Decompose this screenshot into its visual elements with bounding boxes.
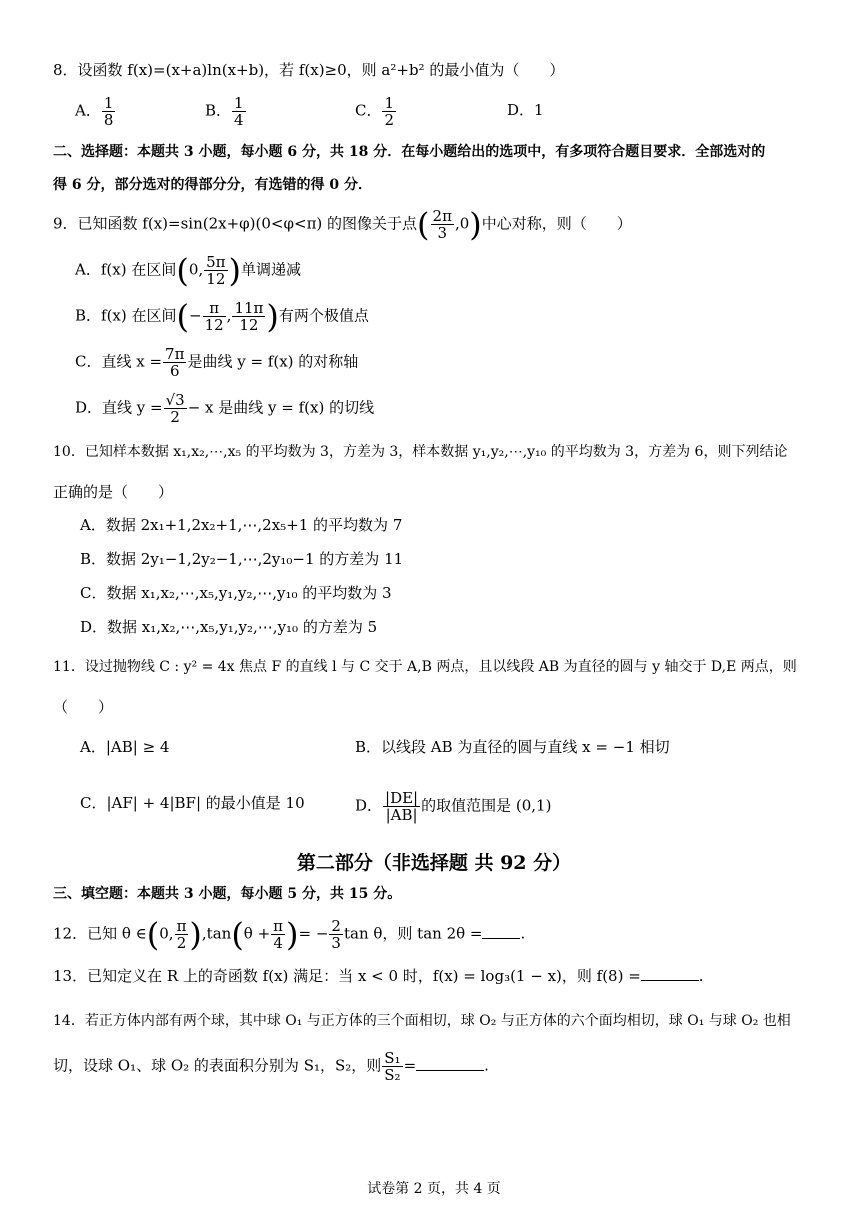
q11-stem-line2: （ ） xyxy=(53,698,114,716)
q11-option-c: C．|AF| + 4|BF| 的最小值是 10 xyxy=(80,794,305,812)
q10-option-c: C．数据 x₁,x₂,⋯,x₅,y₁,y₂,⋯,y₁₀ 的平均数为 3 xyxy=(80,584,392,602)
q8-option-a: A． $\frac{1}{8}$ xyxy=(75,94,114,129)
page-footer: 试卷第 2 页，共 4 页 xyxy=(367,1181,501,1197)
q8-option-b: B． $\frac{1}{4}$ xyxy=(205,94,244,129)
q11-option-d: D． $\frac{|DE|}{|AB|}$ 的取值范围是 (0,1) xyxy=(355,789,552,824)
answer-blank xyxy=(641,980,699,981)
q9-option-a: A．f(x) 在区间(0, $\frac{5\pi}{12}$ )单调递减 xyxy=(75,251,302,290)
q9-option-b: B．f(x) 在区间(− $\frac{\pi}{12}$ , $\frac{11\pi}{12}$ )有两个极值点 xyxy=(75,297,369,336)
q11-stem-line1: 11．设过抛物线 C : y² = 4x 焦点 F 的直线 l 与 C 交于 A,B 两点，且以线段 AB 为直径的圆与 y 轴交于 D,E 两点，则 xyxy=(53,659,797,675)
q14-line2: 切，设球 O₁、球 O₂ 的表面积分别为 S₁，S₂，则 $\frac{\text{S₁}}{\text{S₂}}$ = . xyxy=(53,1049,489,1084)
answer-blank xyxy=(482,938,520,939)
q11-option-b: B．以线段 AB 为直径的圆与直线 x = −1 相切 xyxy=(355,738,670,756)
q8-option-d: D．1 xyxy=(507,101,544,119)
section2-line1: 二、选择题：本题共 3 小题，每小题 6 分，共 18 分．在每小题给出的选项中，有多项符合题目要求．全部选对的 xyxy=(53,144,766,160)
q12: 12．已知 θ ∈(0, $\frac{\pi}{2}$ ),tan(θ + $\frac{\pi}{4}$ )= − $\frac{2}{3}$ tan θ，则 tan 2θ = . xyxy=(53,915,526,954)
q8-option-c: C． $\frac{1}{2}$ xyxy=(355,94,395,129)
q9-option-d: D．直线 y = $\frac{√3}{2}$ − x 是曲线 y = f(x) 的切线 xyxy=(75,391,375,426)
q9-option-c: C．直线 x = $\frac{7\pi}{6}$ 是曲线 y = f(x) 的对称轴 xyxy=(75,345,359,380)
q10-option-d: D．数据 x₁,x₂,⋯,x₅,y₁,y₂,⋯,y₁₀ 的方差为 5 xyxy=(80,618,378,636)
fraction: $\frac{1}{8}$ xyxy=(103,94,114,129)
q11-option-a: A．|AB| ≥ 4 xyxy=(80,738,170,756)
q10-stem-line1: 10．已知样本数据 x₁,x₂,⋯,x₅ 的平均数为 3，方差为 3，样本数据 y₁,y₂,⋯,y₁₀ 的平均数为 3，方差为 6，则下列结论 xyxy=(53,444,788,460)
q9-stem: 9．已知函数 f(x)=sin(2x+φ)(0<φ<π) 的图像关于点( $\frac{2\pi}{3}$ ,0)中心对称，则（ ） xyxy=(53,205,632,244)
fraction: $\frac{1}{2}$ xyxy=(384,94,395,129)
q8-stem: 8．设函数 f(x)=(x+a)ln(x+b)，若 f(x)≥0，则 a²+b² 的最小值为（ ） xyxy=(53,61,565,79)
section3-heading: 三、填空题：本题共 3 小题，每小题 5 分，共 15 分。 xyxy=(53,886,402,902)
answer-blank xyxy=(416,1070,484,1071)
q10-stem-line2: 正确的是（ ） xyxy=(53,483,174,501)
q10-option-b: B．数据 2y₁−1,2y₂−1,⋯,2y₁₀−1 的方差为 11 xyxy=(80,550,404,568)
section2-line2: 得 6 分，部分选对的得部分分，有选错的得 0 分． xyxy=(53,177,372,193)
q10-option-a: A．数据 2x₁+1,2x₂+1,⋯,2x₅+1 的平均数为 7 xyxy=(80,516,403,534)
fraction: $\frac{1}{4}$ xyxy=(234,94,244,129)
q13: 13．已知定义在 R 上的奇函数 f(x) 满足：当 x < 0 时，f(x) = log₃(1 − x)，则 f(8) = . xyxy=(53,967,704,985)
q14-line1: 14．若正方体内部有两个球，其中球 O₁ 与正方体的三个面相切，球 O₂ 与正方体的六个面均相切，球 O₁ 与球 O₂ 也相 xyxy=(53,1013,791,1029)
part2-title: 第二部分（非选择题 共 92 分） xyxy=(296,852,572,874)
